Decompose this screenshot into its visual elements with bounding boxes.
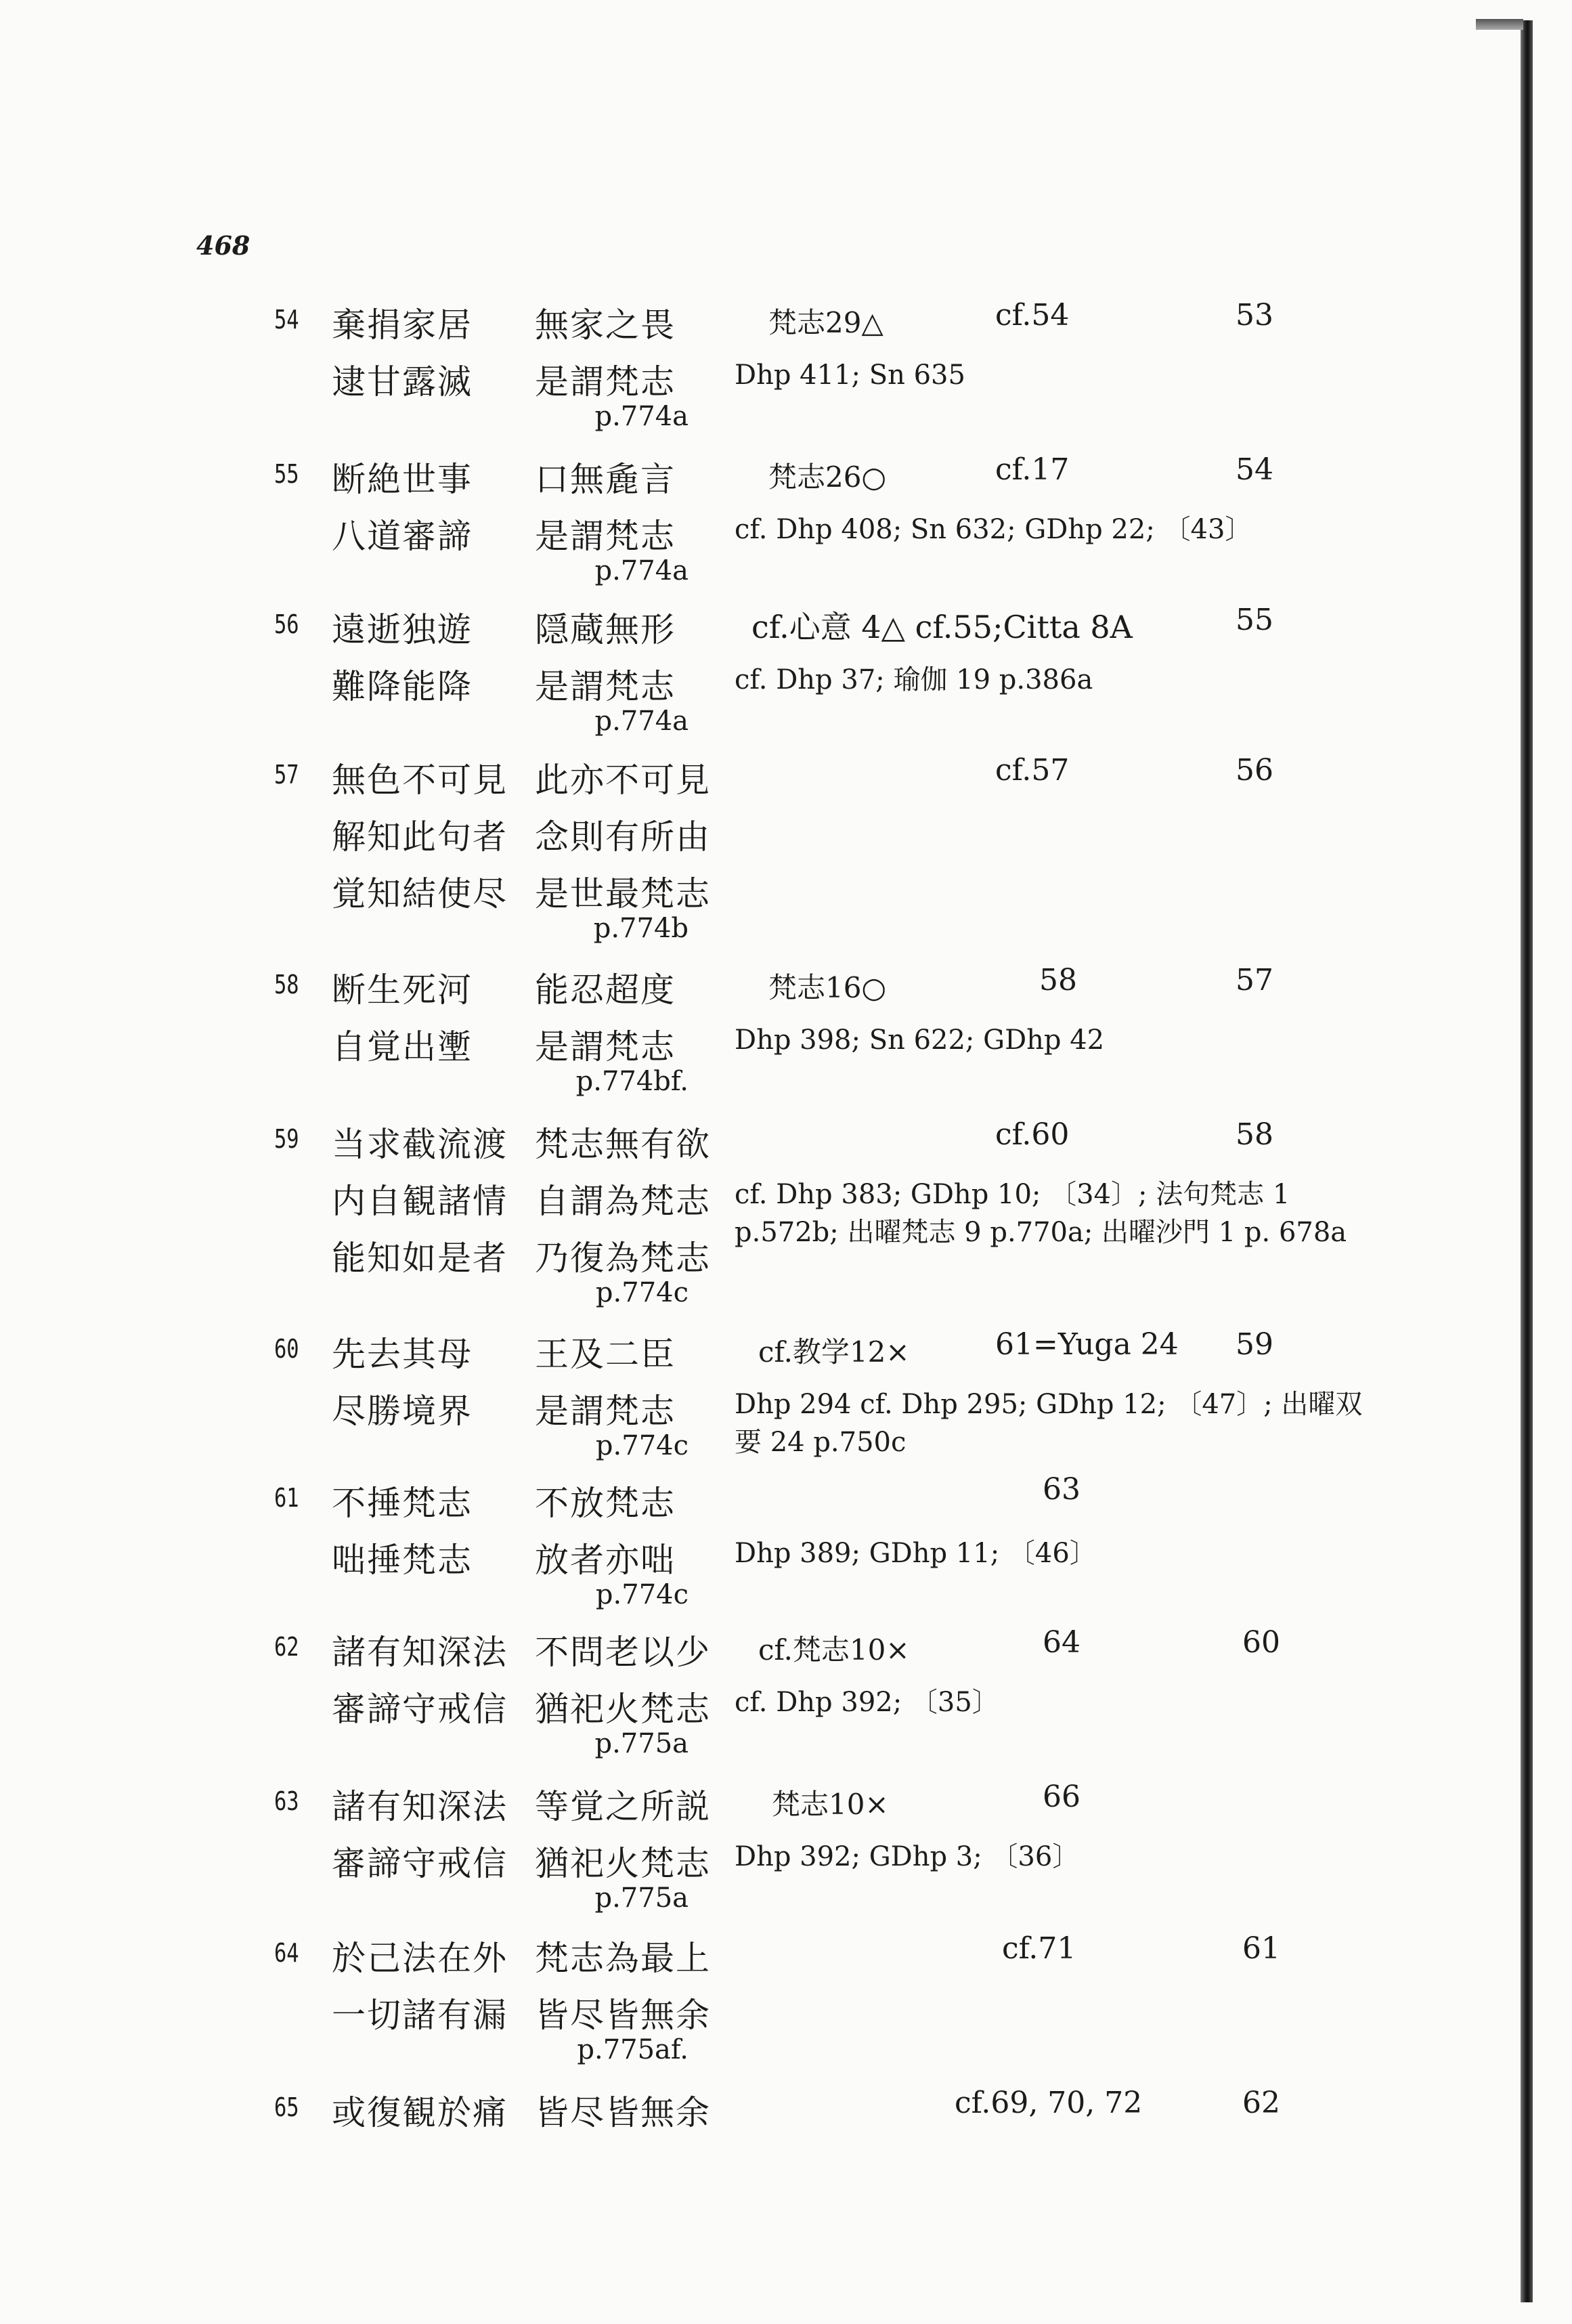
verse-line-d: 猶祀火梵志	[535, 1690, 711, 1729]
source-page-ref: p.774a	[594, 555, 689, 586]
verse-number: 59	[274, 1124, 299, 1154]
verse-line-b: 梵志為最上	[535, 1939, 711, 1978]
verse-line-b: 梵志無有欲	[535, 1125, 711, 1164]
verse-line-c: 尽勝境界	[332, 1392, 473, 1431]
verse-line-b: 此亦不可見	[535, 760, 711, 800]
verse-line-b: 口無麁言	[535, 460, 676, 499]
book-binding-edge	[1521, 20, 1533, 2302]
verse-line-c: 内自観諸情	[332, 1182, 508, 1221]
verse-number: 64	[274, 1938, 299, 1968]
source-page-ref: p.775a	[594, 1882, 689, 1914]
verse-line-f: 是世最梵志	[535, 874, 711, 913]
verse-line-c: 咄捶梵志	[332, 1541, 473, 1580]
cross-reference: cf. Dhp 392; 〔35〕	[735, 1687, 999, 1718]
verse-line-d: 是謂梵志	[535, 1392, 676, 1431]
verse-line-d: 念則有所由	[535, 817, 711, 857]
cross-reference: Dhp 392; GDhp 3; 〔36〕	[735, 1841, 1080, 1872]
parallel-ref-1: 梵志29△	[768, 306, 883, 339]
parallel-ref-3: 56	[1236, 753, 1273, 788]
parallel-ref-3: 55	[1236, 603, 1273, 637]
parallel-ref-1: cf.心意 4△ cf.55;Citta 8A	[751, 609, 1133, 645]
verse-number: 56	[274, 609, 299, 639]
parallel-ref-1: cf.教学12×	[758, 1335, 910, 1369]
cross-reference: Dhp 294 cf. Dhp 295; GDhp 12; 〔47〕; 出曜双要 24 p.750c	[735, 1389, 1363, 1458]
verse-number: 62	[274, 1632, 299, 1662]
verse-line-a: 棄捐家居	[332, 305, 473, 345]
verse-line-c: 自覚出壍	[332, 1027, 473, 1067]
parallel-ref-2: cf.71	[1002, 1931, 1076, 1966]
parallel-ref-1: 梵志26○	[768, 460, 887, 494]
verse-line-a: 諸有知深法	[332, 1787, 508, 1826]
verse-line-d: 皆尽皆無余	[535, 1996, 711, 2035]
source-page-ref: p.774a	[594, 401, 689, 432]
cross-reference: cf. Dhp 408; Sn 632; GDhp 22; 〔43〕	[735, 514, 1252, 545]
verse-line-a: 断生死河	[332, 970, 473, 1010]
parallel-ref-1: 梵志10×	[772, 1788, 889, 1821]
verse-line-a: 於己法在外	[332, 1939, 508, 1978]
verse-line-d: 自謂為梵志	[535, 1182, 711, 1221]
source-page-ref: p.774c	[595, 1430, 689, 1461]
verse-line-b: 不放梵志	[535, 1484, 676, 1523]
verse-number: 65	[274, 2092, 299, 2122]
verse-line-a: 不捶梵志	[332, 1484, 473, 1523]
verse-line-c: 逮甘露滅	[332, 362, 473, 402]
verse-line-d: 是謂梵志	[535, 517, 676, 556]
parallel-ref-1: cf.69, 70, 72	[955, 2086, 1143, 2120]
verse-line-a: 或復観於痛	[332, 2093, 508, 2132]
verse-line-d: 是謂梵志	[535, 362, 676, 402]
verse-line-c: 八道審諦	[332, 517, 473, 556]
parallel-ref-3: 62	[1242, 2086, 1280, 2120]
verse-line-b: 無家之畏	[535, 305, 676, 345]
verse-line-b: 能忍超度	[535, 970, 676, 1010]
parallel-ref-3: 57	[1236, 963, 1273, 997]
verse-line-d: 是謂梵志	[535, 667, 676, 706]
source-page-ref: p.774c	[595, 1579, 689, 1610]
verse-number: 63	[274, 1786, 299, 1816]
cross-reference: Dhp 398; Sn 622; GDhp 42	[735, 1025, 1105, 1056]
verse-number: 58	[274, 970, 299, 999]
verse-line-a: 遠逝独遊	[332, 610, 473, 649]
verse-line-d: 猶祀火梵志	[535, 1844, 711, 1883]
parallel-ref-2: 63	[1043, 1472, 1080, 1507]
verse-number: 54	[274, 305, 299, 335]
parallel-ref-2: 66	[1043, 1780, 1080, 1814]
cross-reference: Dhp 389; GDhp 11; 〔46〕	[735, 1538, 1097, 1569]
verse-line-a: 当求截流渡	[332, 1125, 508, 1164]
verse-line-d: 是謂梵志	[535, 1027, 676, 1067]
parallel-ref-2: 58	[1039, 963, 1077, 997]
verse-line-f: 乃復為梵志	[535, 1239, 711, 1278]
verse-line-c: 審諦守戒信	[332, 1844, 508, 1883]
parallel-ref-2: 61=Yuga 24	[995, 1327, 1179, 1362]
source-page-ref: p.775af.	[577, 2034, 689, 2065]
verse-line-b: 王及二臣	[535, 1335, 676, 1374]
parallel-ref-3: 61	[1242, 1931, 1280, 1966]
cross-reference: Dhp 411; Sn 635	[735, 360, 965, 391]
verse-number: 61	[274, 1483, 299, 1513]
parallel-ref-3: 60	[1242, 1625, 1280, 1660]
parallel-ref-2: cf.57	[995, 753, 1070, 788]
parallel-ref-1: 梵志16○	[768, 971, 887, 1004]
verse-line-b: 皆尽皆無余	[535, 2093, 711, 2132]
parallel-ref-1: cf.梵志10×	[758, 1633, 910, 1666]
verse-line-b: 不問老以少	[535, 1633, 711, 1672]
verse-line-c: 審諦守戒信	[332, 1690, 508, 1729]
verse-line-c: 一切諸有漏	[332, 1996, 508, 2035]
book-binding-corner	[1476, 19, 1523, 30]
verse-line-b: 等覚之所説	[535, 1787, 711, 1826]
source-page-ref: p.774bf.	[575, 1066, 689, 1097]
source-page-ref: p.775a	[594, 1728, 689, 1759]
verse-line-e: 能知如是者	[332, 1239, 508, 1278]
verse-line-b: 隠蔵無形	[535, 610, 676, 649]
parallel-ref-3: 53	[1236, 298, 1273, 332]
source-page-ref: p.774c	[595, 1277, 689, 1308]
verse-line-a: 諸有知深法	[332, 1633, 508, 1672]
verse-line-a: 無色不可見	[332, 760, 508, 800]
parallel-ref-3: 54	[1236, 452, 1273, 487]
source-page-ref: p.774b	[593, 913, 689, 944]
source-page-ref: p.774a	[594, 706, 689, 737]
cross-reference: cf. Dhp 383; GDhp 10; 〔34〕; 法句梵志 1 p.572b; 出曜梵志 9 p.770a; 出曜沙門 1 p. 678a	[735, 1179, 1347, 1248]
verse-line-e: 覚知結使尽	[332, 874, 508, 913]
verse-number: 55	[274, 459, 299, 489]
verse-number: 60	[274, 1334, 299, 1364]
verse-line-c: 解知此句者	[332, 817, 508, 857]
verse-number: 57	[274, 760, 299, 790]
parallel-ref-3: 58	[1236, 1117, 1273, 1152]
parallel-ref-2: cf.17	[995, 452, 1070, 487]
parallel-ref-3: 59	[1236, 1327, 1273, 1362]
page-number: 468	[196, 230, 250, 261]
parallel-ref-2: 64	[1043, 1625, 1080, 1660]
verse-line-a: 断絶世事	[332, 460, 473, 499]
verse-line-d: 放者亦咄	[535, 1541, 676, 1580]
parallel-ref-2: cf.60	[995, 1117, 1070, 1152]
cross-reference: cf. Dhp 37; 瑜伽 19 p.386a	[735, 664, 1093, 695]
verse-line-c: 難降能降	[332, 667, 473, 706]
verse-line-a: 先去其母	[332, 1335, 473, 1374]
parallel-ref-2: cf.54	[995, 298, 1070, 332]
